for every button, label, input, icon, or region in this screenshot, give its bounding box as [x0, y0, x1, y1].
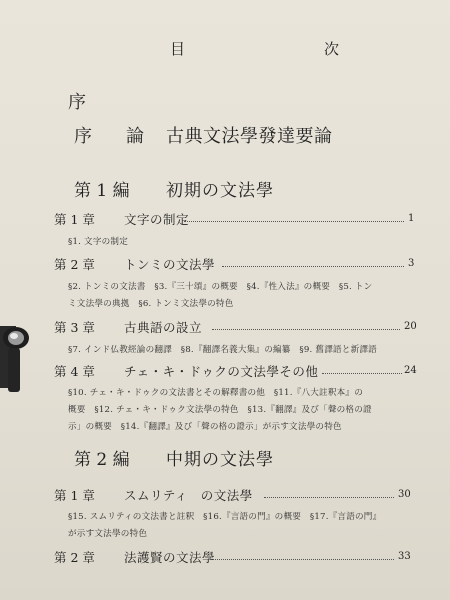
section-line: §2. トンミの文法書 §3.『三十頌』の概要 §4.『性入法』の概要 §5. トン: [68, 282, 373, 292]
page-number: 20: [404, 321, 417, 332]
intro-label: 序 論: [74, 126, 152, 147]
chapter-label: 第 4 章: [54, 364, 95, 379]
chapter-label: 第 1 章: [54, 212, 95, 227]
binder-clip: [0, 318, 34, 392]
page-title: 目 次: [170, 40, 402, 58]
leader-dots: [222, 266, 404, 267]
page-number: 1: [408, 213, 415, 224]
chapter-title: トンミの文法學: [124, 257, 216, 272]
section-line: §10. チェ・キ・ドゥクの文法書とその解釋書の他 §11.『八大註釈本』の: [68, 388, 364, 398]
preface-heading: 序: [68, 92, 86, 113]
leader-dots: [264, 497, 394, 498]
leader-dots: [212, 329, 400, 330]
page-number: 30: [398, 489, 411, 500]
chapter-title: チェ・キ・ドゥクの文法學その他: [124, 364, 319, 379]
section-line: ミ文法學の典拠 §6. トンミ文法學の特色: [68, 299, 234, 309]
chapter-title: スムリティ の文法學: [124, 488, 253, 503]
chapter-label: 第 3 章: [54, 320, 95, 335]
part-1-number: 第 1 編: [74, 181, 130, 201]
page-number: 33: [398, 551, 411, 562]
chapter-label: 第 2 章: [54, 257, 95, 272]
chapter-title: 文字の制定: [124, 212, 190, 227]
section-line: §1. 文字の制定: [68, 237, 128, 247]
leader-dots: [210, 559, 394, 560]
chapter-label: 第 2 章: [54, 550, 95, 565]
page-number: 3: [408, 258, 415, 269]
section-line: 示」の概要 §14.『翻譯』及び「聲の格の證示」が示す文法學の特色: [68, 422, 342, 432]
page-number: 24: [404, 365, 417, 376]
section-line: §15. スムリティの文法書と註釈 §16.『言語の門』の概要 §17.『言語の門』: [68, 512, 382, 522]
chapter-title: 法護賢の文法學: [124, 550, 216, 565]
section-line: 概要 §12. チェ・キ・ドゥク文法學の特色 §13.『翻譯』及び「聲の格の證: [68, 405, 372, 415]
section-line: §7. インド仏教經論の翻譯 §8.『翻譯名義大集』の編纂 §9. 舊譯語と新譯語: [68, 345, 377, 355]
section-line: が示す文法學の特色: [68, 529, 148, 539]
leader-dots: [184, 221, 404, 222]
chapter-title: 古典語の設立: [124, 320, 203, 335]
chapter-label: 第 1 章: [54, 488, 95, 503]
part-2-title: 中期の文法學: [166, 450, 274, 470]
intro-title: 古典文法學發達要論: [166, 126, 333, 147]
part-1-title: 初期の文法學: [166, 181, 274, 201]
part-2-number: 第 2 編: [74, 450, 130, 470]
leader-dots: [322, 373, 402, 374]
